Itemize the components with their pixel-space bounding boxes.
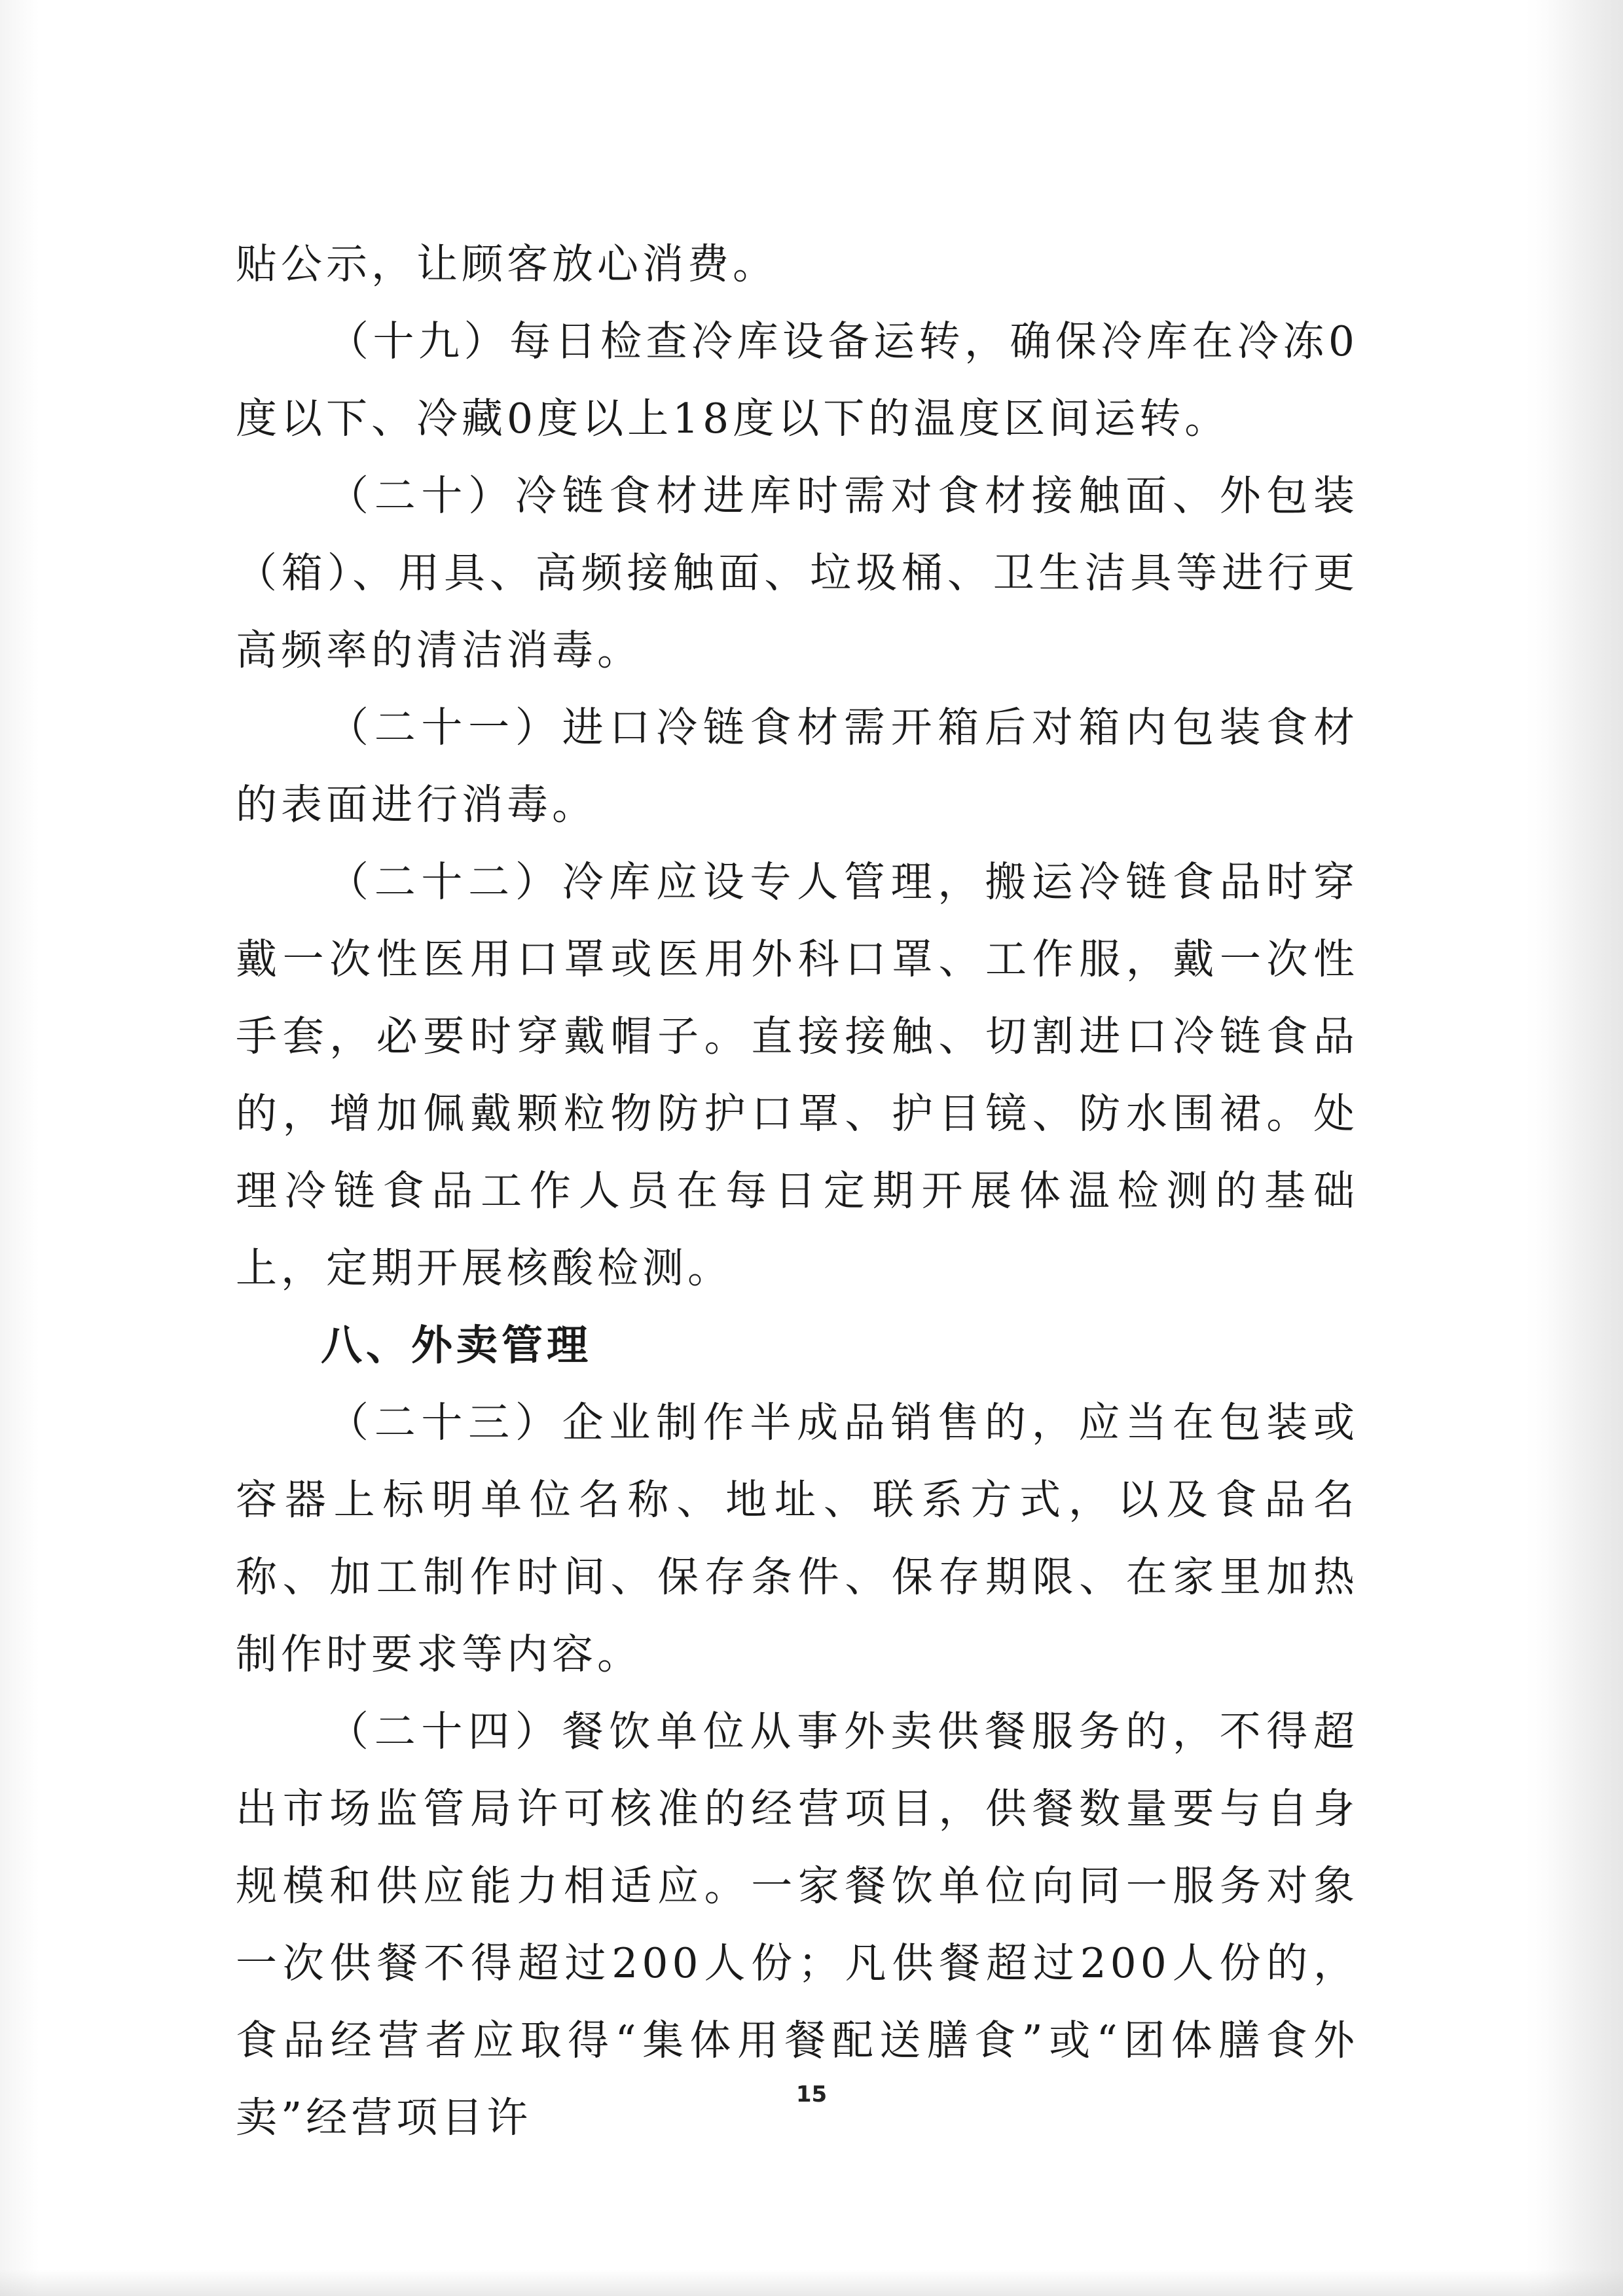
document-body: [236, 226, 1359, 2157]
paragraph-item-23: （二十三）企业制作半成品销售的，应当在包装或容器上标明单位名称、地址、联系方式，以及食品名称、加工制作时间、保存条件、保存期限、在家里加热制作时要求等内容。: [236, 1399, 1359, 1678]
paragraph-item-21: （二十一）进口冷链食材需开箱后对箱内包装食材的表面进行消毒。: [236, 704, 1359, 829]
section-heading-takeout-management: 八、外卖管理: [321, 1321, 592, 1369]
paragraph-item-20: （二十）冷链食材进库时需对食材接触面、外包装（箱）、用具、高频接触面、垃圾桶、卫生洁具等进行更高频率的清洁消毒。: [236, 472, 1359, 674]
paragraph-item-24: （二十四）餐饮单位从事外卖供餐服务的，不得超出市场监管局许可核准的经营项目，供餐数量要与自身规模和供应能力相适应。一家餐饮单位向同一服务对象一次供餐不得超过200人份；凡供餐超过200人份的，食品经营者应取得“集体用餐配送膳食”或“团体膳食外卖”经营项目许: [236, 1708, 1359, 2142]
paragraph-item-22: （二十二）冷库应设专人管理，搬运冷链食品时穿戴一次性医用口罩或医用外科口罩、工作服，戴一次性手套，必要时穿戴帽子。直接接触、切割进口冷链食品的，增加佩戴颗粒物防护口罩、护目镜、防水围裙。处理冷链食品工作人员在每日定期开展体温检测的基础上，定期开展核酸检测。: [236, 858, 1359, 1292]
paragraph-continuation: 贴公示，让顾客放心消费。: [236, 240, 778, 288]
page-edge-shadow: [1544, 0, 1623, 2296]
paragraph-item-19: （十九）每日检查冷库设备运转，确保冷库在冷冻0度以下、冷藏0度以上18度以下的温度区间运转。: [236, 317, 1359, 442]
page-bottom-shadow: [0, 2270, 1623, 2296]
page-number: 15: [795, 2081, 828, 2108]
